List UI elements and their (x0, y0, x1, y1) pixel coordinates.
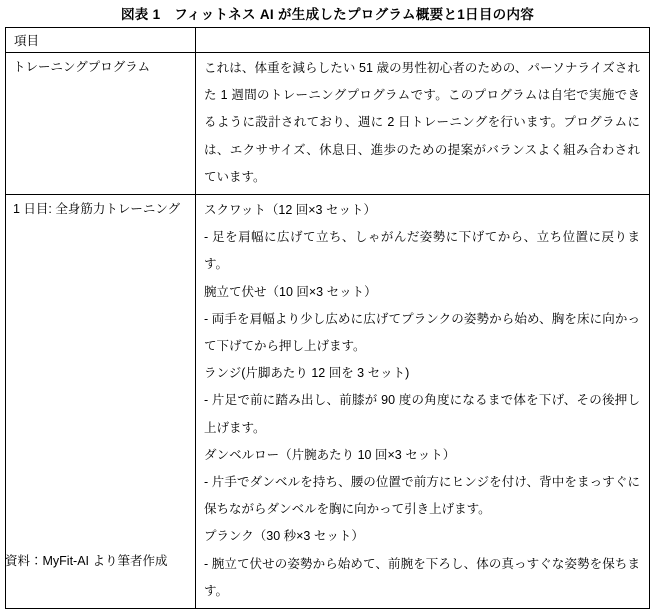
row-label-day1: 1 日目: 全身筋力トレーニング (6, 195, 196, 609)
exercise-detail-line: - 腕立て伏せの姿勢から始めて、前腕を下ろし、体の真っすぐな姿勢を保ちます。 (204, 556, 640, 598)
row-content-day1 (196, 195, 650, 609)
exercise-detail-line: - 足を肩幅に広げて立ち、しゃがんだ姿勢に下げてから、立ち位置に戻ります。 (204, 230, 640, 272)
table-header-row (6, 28, 650, 53)
source-note: 資料：MyFit-AI より筆者作成 (5, 554, 168, 568)
exercise-heading-line: ダンベルロー（片腕あたり 10 回×3 セット） (204, 447, 456, 462)
exercise-heading-line: 腕立て伏せ（10 回×3 セット） (204, 284, 377, 299)
exercise-detail-line: - 両手を肩幅より少し広めに広げてプランクの姿勢から始め、胸を床に向かって下げてから押し上げます。 (204, 311, 640, 354)
figure-title: 図表 1 フィットネス AI が生成したプログラム概要と1日目の内容 (120, 7, 535, 22)
program-overview-text: これは、体重を減らしたい 51 歳の男性初心者のための、パーソナライズされた 1 週間のトレーニングプログラムです。このプログラムは自宅で実施できるように設計されており、週に 2 日トレーニングを行います。プログラムには、エクササイズ、休息日、進歩のための提案がバランスよく組み合わされています。 (204, 61, 640, 184)
exercise-detail-line: - 片手でダンベルを持ち、腰の位置で前方にヒンジを付け、背中をまっすぐに保ちながらダンベルを胸に向かって引き上げます。 (204, 475, 640, 517)
figure-table (5, 27, 650, 609)
header-cell-content (196, 28, 650, 53)
row-content-training-program (196, 53, 650, 195)
row-label-training-program: トレーニングプログラム (6, 53, 196, 195)
exercise-heading-line: ランジ(片脚あたり 12 回を 3 セット) (204, 366, 410, 381)
exercise-heading-line: スクワット（12 回×3 セット） (204, 203, 376, 218)
exercise-heading-line: プランク（30 秒×3 セット） (204, 529, 364, 544)
table-row (6, 53, 650, 195)
header-cell-item: 項目 (6, 28, 196, 53)
exercise-detail-line: - 片足で前に踏み出し、前膝が 90 度の角度になるまで体を下げ、その後押し上げます。 (204, 393, 640, 435)
table-row (6, 195, 650, 609)
